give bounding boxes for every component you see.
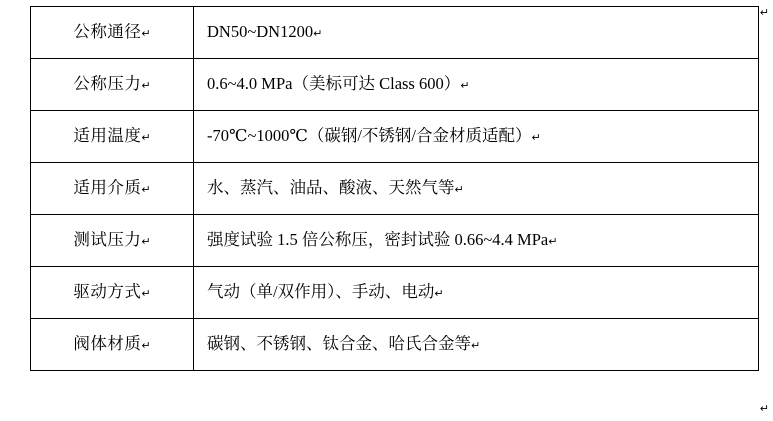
table-row xyxy=(31,163,759,215)
row-value: 碳钢、不锈钢、钛合金、哈氏合金等 xyxy=(207,334,471,354)
table-cell-value xyxy=(194,215,759,267)
row-label: 驱动方式 xyxy=(73,282,142,302)
paragraph-mark-icon: ↵ xyxy=(531,132,541,145)
paragraph-mark-icon: ↵ xyxy=(141,340,151,353)
row-label: 阀体材质 xyxy=(73,334,142,354)
row-value: 水、蒸汽、油品、酸液、天然气等 xyxy=(207,178,455,198)
paragraph-mark-icon: ↵ xyxy=(759,7,769,19)
table-cell-label xyxy=(31,7,194,59)
paragraph-mark-icon: ↵ xyxy=(434,288,444,301)
paragraph-mark-icon: ↵ xyxy=(313,28,323,41)
table-cell-label xyxy=(31,59,194,111)
table-row xyxy=(31,267,759,319)
table-row xyxy=(31,215,759,267)
row-label: 测试压力 xyxy=(73,230,142,250)
specification-table xyxy=(30,6,759,371)
paragraph-mark-icon: ↵ xyxy=(548,236,558,249)
table-cell-label xyxy=(31,111,194,163)
paragraph-mark-icon: ↵ xyxy=(759,403,769,415)
paragraph-mark-icon: ↵ xyxy=(141,80,151,93)
row-label: 适用介质 xyxy=(73,178,142,198)
row-value: 强度试验 1.5 倍公称压，密封试验 0.66~4.4 MPa xyxy=(207,230,549,250)
paragraph-mark-icon: ↵ xyxy=(141,28,151,41)
table-cell-value xyxy=(194,7,759,59)
row-label: 公称压力 xyxy=(73,74,142,94)
row-value: -70℃~1000℃（碳钢/不锈钢/合金材质适配） xyxy=(207,126,532,146)
table-row xyxy=(31,111,759,163)
row-label: 适用温度 xyxy=(73,126,142,146)
table-cell-label xyxy=(31,319,194,371)
paragraph-mark-icon: ↵ xyxy=(460,80,470,93)
row-value: 气动（单/双作用）、手动、电动 xyxy=(207,282,435,302)
table-cell-value xyxy=(194,111,759,163)
table-cell-value xyxy=(194,59,759,111)
row-value: 0.6~4.0 MPa（美标可达 Class 600） xyxy=(207,74,461,94)
row-value: DN50~DN1200 xyxy=(207,22,314,42)
paragraph-mark-icon: ↵ xyxy=(141,184,151,197)
paragraph-mark-icon: ↵ xyxy=(454,184,464,197)
table-cell-value xyxy=(194,163,759,215)
paragraph-mark-icon: ↵ xyxy=(141,132,151,145)
table-body xyxy=(31,7,759,371)
table-cell-label xyxy=(31,267,194,319)
table-cell-value xyxy=(194,319,759,371)
row-label: 公称通径 xyxy=(73,22,142,42)
table-row xyxy=(31,319,759,371)
paragraph-mark-icon: ↵ xyxy=(141,236,151,249)
table-row xyxy=(31,59,759,111)
paragraph-mark-icon: ↵ xyxy=(471,340,481,353)
paragraph-mark-icon: ↵ xyxy=(141,288,151,301)
table-cell-value xyxy=(194,267,759,319)
table-cell-label xyxy=(31,163,194,215)
table-cell-label xyxy=(31,215,194,267)
table-row xyxy=(31,7,759,59)
